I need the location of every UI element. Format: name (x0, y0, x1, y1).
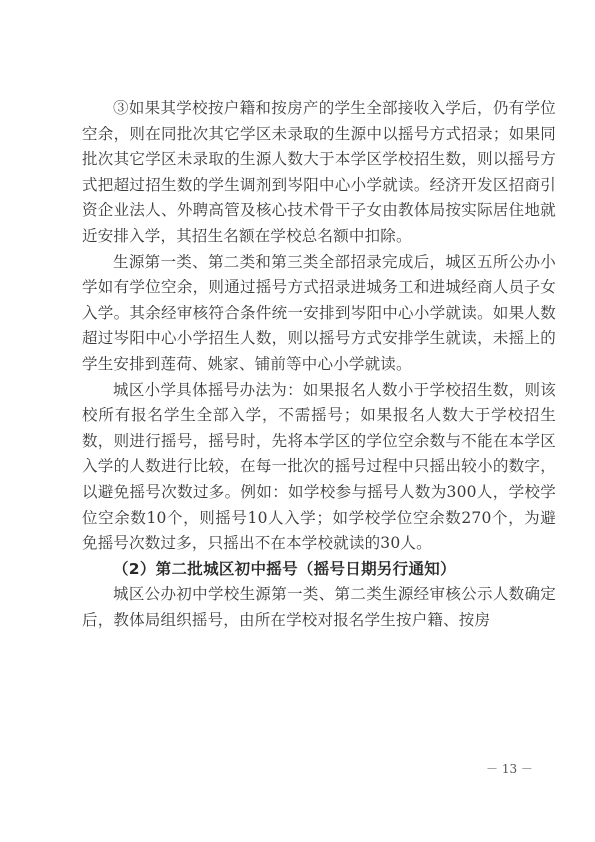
page-number: － 13 － (486, 762, 533, 776)
paragraph-admission-rules: ③如果其学校按户籍和按房产的学生全部接收入学后，仍有学位空余，则在同批次其它学区未录取的生源中以摇号方式招录；如果同批次其它学区未录取的生源人数大于本学区学校招生数，则以摇号方式把超过招生数的学生调剂到岑阳中心小学就读。经济开发区招商引资企业法人、外聘高管及核心技术骨干子女由教体局按实际居住地就近安排入学，其招生名额在学校总名额中扣除。 (82, 99, 556, 245)
section-heading: （2）第二批城区初中摇号（摇号日期另行通知） (113, 559, 456, 578)
paragraph-remaining-seats: 生源第一类、第二类和第三类全部招录完成后，城区五所公办小学如有学位空余，则通过摇号方式招录进城务工和进城经商人员子女入学。其余经审核符合条件统一安排到岑阳中心小学就读。如果人数超过岑阳中心小学招生人数，则以摇号方式安排学生就读，未摇上的学生安排到莲荷、姚家、铺前等中心小学就读。 (82, 252, 556, 373)
document-body (82, 96, 556, 633)
paragraph-lottery-method: 城区小学具体摇号办法为：如果报名人数小于学校招生数，则该校所有报名学生全部入学，不需摇号；如果报名人数大于学校招生数，则进行摇号，摇号时，先将本学区的学位空余数与不能在本学区入学的人数进行比较，在每一批次的摇号过程中只摇出较小的数字，以避免摇号次数过多。例如：如学校参与摇号人数为300人，学校学位空余数10个，则摇号10人入学；如学校学位空余数270个，为避免摇号次数过多，只摇出不在本学校就读的30人。 (82, 380, 556, 553)
paragraph-middle-school: 城区公办初中学校生源第一类、第二类生源经审核公示人数确定后，教体局组织摇号，由所在学校对报名学生按户籍、按房 (82, 585, 556, 629)
